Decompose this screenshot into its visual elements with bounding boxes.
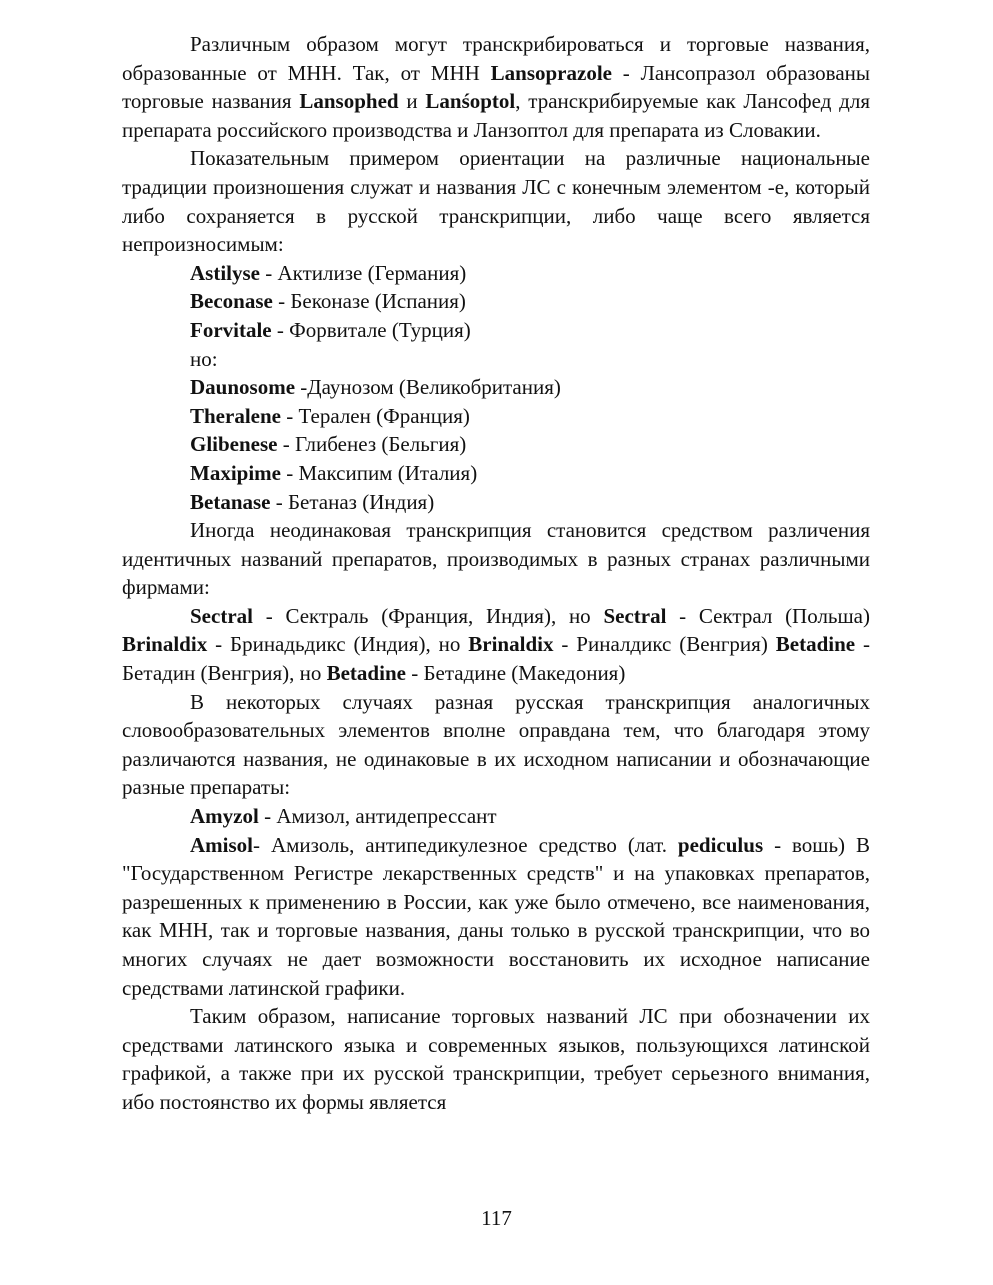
paragraph: Иногда неодинаковая транскрипция становится средством различения идентичных названий препаратов, производимых в разных странах различными фирмами:	[122, 518, 870, 600]
paragraph: Sectral - Сектраль (Франция, Индия), но Sectral - Сектрал (Польша) Brinaldix - Бринадьдикс (Индия), но Brinaldix - Риналдикс (Венгрия) Betadine - Бетадин (Венгрия), но Betadine - Бетадине (Македония)	[122, 603, 870, 686]
paragraph: Таким образом, написание торговых названий ЛС при обозначении их средствами латинского языка и современных языков, пользующихся латинской графикой, а также при их русской транскрипции, требует серьезного внимания, ибо постоянство их формы является	[122, 1004, 870, 1114]
list-item: Daunosome -Даунозом (Великобритания)	[190, 375, 561, 400]
list-item: Maxipime - Максипим (Италия)	[190, 460, 478, 485]
paragraph: Различным образом могут транскрибироваться и торговые названия, образованные от МНН. Так, от МНН Lansoprazole - Лансопразол образованы торговые названия Lansophed и Lanśoptol, транскрибируемые как Лансофед для препарата российского производства и Ланзоптол для препарата из Словакии.	[122, 32, 870, 142]
paragraph: Amisol- Амизоль, антипедикулезное средство (лат. pediculus - вошь) В "Государственном Регистре лекарственных средств" и на упаковках препаратов, разрешенных к применению в России, как уже было отмечено, все наименования, как МНН, так и торговые названия, даны только в русской транскрипции, что во многих случаях не дает возможности восстановить их исходное написание средствами латинской графики.	[122, 832, 871, 1000]
list-item: Amyzol - Амизол, антидепрессант	[190, 804, 497, 829]
paragraph: Показательным примером ориентации на различные национальные традиции произношения служат и названия ЛС с конечным элементом -е, который либо сохраняется в русской транскрипции, либо чаще всего является непроизносимым:	[122, 146, 870, 257]
page-number: 117	[481, 1206, 512, 1230]
page-body	[122, 30, 870, 1117]
paragraph: В некоторых случаях разная русская транскрипция аналогичных словообразовательных элементов вполне оправдана тем, что благодаря этому различаются названия, не одинаковые в их исходном написании и обозначающие разные препараты:	[122, 689, 870, 800]
list-item: Beconase - Беконазе (Испания)	[190, 289, 466, 314]
list-item: Glibenese - Глибенез (Бельгия)	[190, 432, 467, 457]
list-item: Theralene - Терален (Франция)	[190, 403, 470, 428]
list-item: Forvitale - Форвитале (Турция)	[190, 317, 471, 342]
list-item: Astilyse - Актилизе (Германия)	[190, 260, 467, 285]
list-item: но:	[190, 346, 218, 371]
list-item: Betanase - Бетаназ (Индия)	[190, 489, 435, 514]
